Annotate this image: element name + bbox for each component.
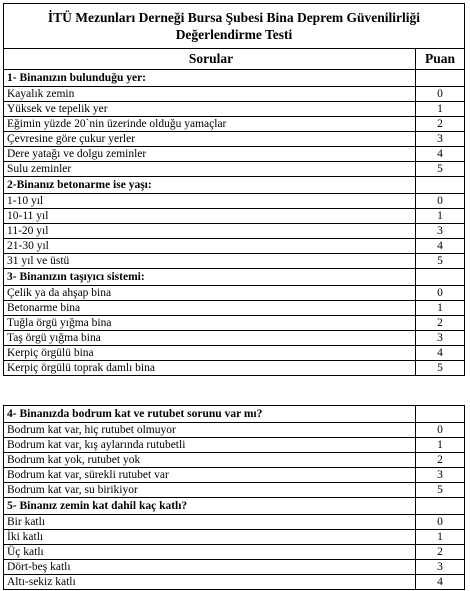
answer-label: 1-10 yıl — [4, 194, 416, 209]
section-title: 5- Binanız zemin kat dahil kaç katlı? — [4, 498, 416, 515]
answer-label: Kerpiç örgülü bina — [4, 346, 416, 361]
answer-points: 3 — [416, 331, 465, 346]
answer-points: 2 — [416, 453, 465, 468]
section-title: 1- Binanızın bulunduğu yer: — [4, 70, 416, 87]
answer-points: 2 — [416, 316, 465, 331]
answer-row — [4, 239, 465, 254]
answer-label: İki katlı — [4, 530, 416, 545]
answer-row — [4, 530, 465, 545]
answer-label: 21-30 yıl — [4, 239, 416, 254]
answer-label: 11-20 yıl — [4, 224, 416, 239]
questions-header: Sorular — [4, 49, 416, 70]
answer-points: 4 — [416, 147, 465, 162]
answer-row — [4, 224, 465, 239]
section-points-cell — [416, 269, 465, 286]
answer-points: 0 — [416, 423, 465, 438]
answer-row — [4, 286, 465, 301]
answer-points: 0 — [416, 515, 465, 530]
section-header-row — [4, 70, 465, 87]
answer-points: 1 — [416, 438, 465, 453]
answer-row — [4, 483, 465, 498]
answer-row — [4, 331, 465, 346]
answer-label: Bodrum kat var, hiç rutubet olmuyor — [4, 423, 416, 438]
answer-row — [4, 87, 465, 102]
answer-points: 1 — [416, 530, 465, 545]
answer-points: 1 — [416, 209, 465, 224]
answer-label: Kayalık zemin — [4, 87, 416, 102]
answer-points: 0 — [416, 87, 465, 102]
answer-label: Bodrum kat var, kış aylarında rutubetli — [4, 438, 416, 453]
answer-label: Çelik ya da ahşap bina — [4, 286, 416, 301]
section-points-cell — [416, 177, 465, 194]
answer-row — [4, 117, 465, 132]
answer-row — [4, 560, 465, 575]
answer-row — [4, 147, 465, 162]
header-row — [4, 49, 465, 70]
answer-points: 2 — [416, 117, 465, 132]
answer-label: Kerpiç örgülü toprak damlı bina — [4, 361, 416, 376]
answer-row — [4, 162, 465, 177]
answer-row — [4, 346, 465, 361]
section-points-cell — [416, 498, 465, 515]
answer-label: Sulu zeminler — [4, 162, 416, 177]
answer-label: Çevresine göre çukur yerler — [4, 132, 416, 147]
points-header: Puan — [416, 49, 465, 70]
answer-row — [4, 132, 465, 147]
answer-row — [4, 545, 465, 560]
answer-points: 4 — [416, 239, 465, 254]
title-row — [4, 4, 465, 49]
answer-label: Bodrum kat yok, rutubet yok — [4, 453, 416, 468]
answer-points: 4 — [416, 346, 465, 361]
answer-row — [4, 316, 465, 331]
answer-label: 10-11 yıl — [4, 209, 416, 224]
answer-points: 3 — [416, 468, 465, 483]
answer-row — [4, 575, 465, 590]
section-header-row — [4, 498, 465, 515]
answer-row — [4, 102, 465, 117]
answer-points: 5 — [416, 254, 465, 269]
answer-row — [4, 423, 465, 438]
section-points-cell — [416, 70, 465, 87]
answer-label: Üç katlı — [4, 545, 416, 560]
section-points-cell — [416, 406, 465, 423]
answer-row — [4, 209, 465, 224]
answer-points: 1 — [416, 301, 465, 316]
section-title: 4- Binanızda bodrum kat ve rutubet sorunu var mı? — [4, 406, 416, 423]
answer-row — [4, 515, 465, 530]
answer-row — [4, 301, 465, 316]
questionnaire-table-2 — [3, 405, 465, 590]
answer-points: 3 — [416, 224, 465, 239]
section-title: 2-Binanız betonarme ise yaşı: — [4, 177, 416, 194]
answer-points: 3 — [416, 132, 465, 147]
section-header-row — [4, 269, 465, 286]
answer-row — [4, 254, 465, 269]
answer-row — [4, 194, 465, 209]
answer-label: Dört-beş katlı — [4, 560, 416, 575]
answer-label: Altı-sekiz katlı — [4, 575, 416, 590]
answer-points: 1 — [416, 102, 465, 117]
answer-points: 0 — [416, 194, 465, 209]
answer-points: 5 — [416, 361, 465, 376]
answer-label: Dere yatağı ve dolgu zeminler — [4, 147, 416, 162]
answer-label: Yüksek ve tepelik yer — [4, 102, 416, 117]
answer-label: Taş örgü yığma bina — [4, 331, 416, 346]
answer-label: Betonarme bina — [4, 301, 416, 316]
answer-row — [4, 468, 465, 483]
answer-label: Bir katlı — [4, 515, 416, 530]
document-title: İTÜ Mezunları Derneği Bursa Şubesi Bina Deprem Güvenilirliği Değerlendirme Testi — [4, 4, 465, 49]
answer-points: 4 — [416, 575, 465, 590]
section-header-row — [4, 406, 465, 423]
answer-points: 5 — [416, 483, 465, 498]
answer-label: Tuğla örgü yığma bina — [4, 316, 416, 331]
answer-points: 3 — [416, 560, 465, 575]
answer-label: Bodrum kat var, sürekli rutubet var — [4, 468, 416, 483]
answer-label: Bodrum kat var, su birikiyor — [4, 483, 416, 498]
answer-points: 0 — [416, 286, 465, 301]
answer-points: 2 — [416, 545, 465, 560]
answer-row — [4, 438, 465, 453]
answer-label: 31 yıl ve üstü — [4, 254, 416, 269]
answer-points: 5 — [416, 162, 465, 177]
section-header-row — [4, 177, 465, 194]
section-title: 3- Binanızın taşıyıcı sistemi: — [4, 269, 416, 286]
answer-row — [4, 361, 465, 376]
answer-row — [4, 453, 465, 468]
answer-label: Eğimin yüzde 20`nin üzerinde olduğu yamaçlar — [4, 117, 416, 132]
questionnaire-table-1 — [3, 3, 465, 376]
